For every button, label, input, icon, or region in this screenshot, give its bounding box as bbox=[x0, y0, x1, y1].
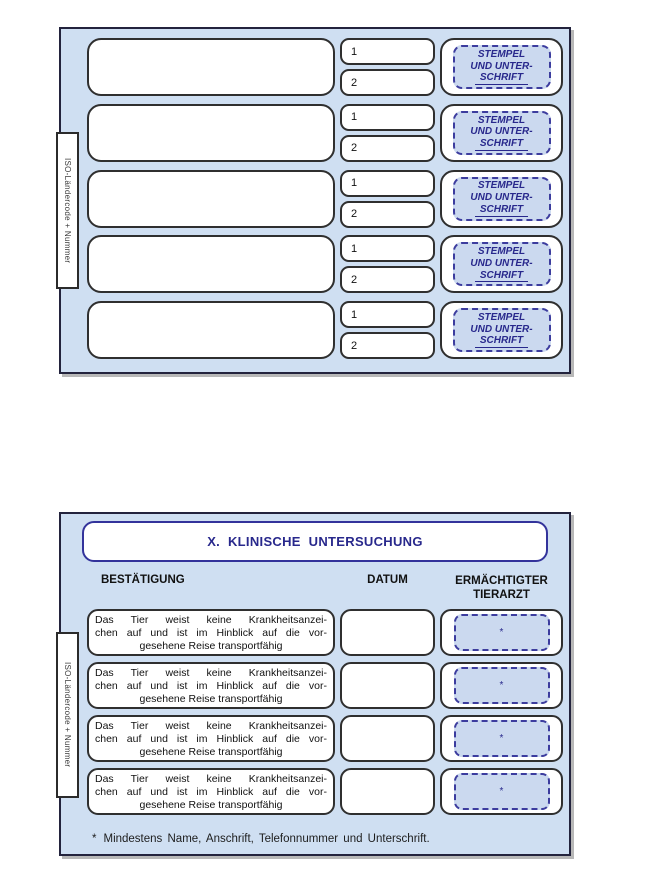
stamp-line: STEMPEL bbox=[477, 48, 526, 60]
entry-field[interactable] bbox=[87, 301, 335, 359]
asterisk-mark: * bbox=[499, 786, 504, 797]
footnote-asterisk: * bbox=[92, 833, 97, 845]
clinical-row bbox=[87, 662, 563, 709]
iso-country-code-label: ISO-Ländercode + Nummer bbox=[63, 662, 72, 768]
number-fields bbox=[340, 301, 435, 359]
number-fields bbox=[340, 235, 435, 293]
stamp-line: SCHRIFT bbox=[475, 204, 528, 217]
statement-line: Das Tier weist keine Krankheitsanzei- bbox=[95, 667, 327, 679]
stamp-box bbox=[440, 38, 563, 96]
stamp-row bbox=[87, 235, 563, 293]
field-1-label: 1 bbox=[351, 242, 358, 255]
field-2-label: 2 bbox=[351, 76, 358, 89]
stamp-row bbox=[87, 104, 563, 162]
statement-line: gesehene Reise transportfähig bbox=[139, 799, 283, 812]
date-field[interactable] bbox=[340, 662, 435, 709]
statement-line: gesehene Reise transportfähig bbox=[139, 693, 283, 706]
statement-text bbox=[87, 662, 335, 709]
field-1[interactable] bbox=[340, 235, 435, 262]
asterisk-mark: * bbox=[499, 680, 504, 691]
stamp-box bbox=[440, 104, 563, 162]
field-1-label: 1 bbox=[351, 111, 358, 124]
field-1[interactable] bbox=[340, 38, 435, 65]
statement-line: Das Tier weist keine Krankheitsanzei- bbox=[95, 773, 327, 785]
column-header-confirmation: BESTÄTIGUNG bbox=[101, 574, 185, 586]
stamp-signature-panel bbox=[59, 27, 571, 374]
stamp-line: SCHRIFT bbox=[475, 270, 528, 283]
iso-country-code-tab bbox=[56, 132, 79, 289]
field-1[interactable] bbox=[340, 104, 435, 131]
number-fields bbox=[340, 170, 435, 228]
vet-box bbox=[440, 768, 563, 815]
iso-country-code-label: ISO-Ländercode + Nummer bbox=[63, 157, 72, 264]
stamp-row bbox=[87, 38, 563, 96]
column-header-vet bbox=[440, 574, 563, 603]
statement-line: chen auf und ist im Hinblick auf die vor- bbox=[95, 680, 327, 693]
iso-country-code-tab bbox=[56, 632, 79, 798]
stamp-line: UND UNTER- bbox=[470, 257, 533, 269]
vet-stamp-area[interactable] bbox=[454, 773, 550, 810]
date-field[interactable] bbox=[340, 609, 435, 656]
stamp-rows bbox=[87, 38, 563, 359]
field-1[interactable] bbox=[340, 301, 435, 328]
field-2[interactable] bbox=[340, 201, 435, 228]
vet-box bbox=[440, 662, 563, 709]
stamp-line: SCHRIFT bbox=[475, 72, 528, 85]
stamp-line: STEMPEL bbox=[477, 180, 526, 192]
statement-line: chen auf und ist im Hinblick auf die vor- bbox=[95, 627, 327, 640]
clinical-row bbox=[87, 609, 563, 656]
entry-field[interactable] bbox=[87, 235, 335, 293]
clinical-row bbox=[87, 715, 563, 762]
field-1-label: 1 bbox=[351, 177, 358, 189]
field-1-label: 1 bbox=[351, 45, 358, 58]
asterisk-mark: * bbox=[499, 627, 504, 638]
stamp-line: UND UNTER- bbox=[470, 60, 533, 72]
stamp-signature-area[interactable] bbox=[453, 177, 551, 221]
field-1[interactable] bbox=[340, 170, 435, 197]
field-2-label: 2 bbox=[351, 208, 358, 220]
stamp-line: SCHRIFT bbox=[475, 335, 528, 348]
section-title-box bbox=[82, 521, 548, 562]
stamp-box bbox=[440, 170, 563, 228]
stamp-box bbox=[440, 301, 563, 359]
vet-stamp-area[interactable] bbox=[454, 614, 550, 651]
stamp-line: STEMPEL bbox=[477, 311, 526, 323]
stamp-row bbox=[87, 301, 563, 359]
statement-text bbox=[87, 715, 335, 762]
stamp-line: UND UNTER- bbox=[470, 192, 533, 204]
field-2-label: 2 bbox=[351, 273, 358, 286]
footnote bbox=[92, 833, 430, 845]
entry-field[interactable] bbox=[87, 170, 335, 228]
field-2[interactable] bbox=[340, 332, 435, 359]
statement-line: gesehene Reise transportfähig bbox=[139, 746, 283, 759]
number-fields bbox=[340, 38, 435, 96]
statement-text bbox=[87, 768, 335, 815]
footnote-text: Mindestens Name, Anschrift, Telefonnummer und Unterschrift. bbox=[103, 833, 430, 845]
field-2-label: 2 bbox=[351, 142, 358, 155]
date-field[interactable] bbox=[340, 715, 435, 762]
entry-field[interactable] bbox=[87, 104, 335, 162]
vet-box bbox=[440, 609, 563, 656]
vet-stamp-area[interactable] bbox=[454, 667, 550, 704]
statement-line: Das Tier weist keine Krankheitsanzei- bbox=[95, 720, 327, 732]
statement-line: gesehene Reise transportfähig bbox=[139, 640, 283, 653]
stamp-signature-area[interactable] bbox=[453, 111, 551, 155]
vet-stamp-area[interactable] bbox=[454, 720, 550, 757]
date-field[interactable] bbox=[340, 768, 435, 815]
field-2[interactable] bbox=[340, 135, 435, 162]
stamp-signature-area[interactable] bbox=[453, 45, 551, 89]
field-2[interactable] bbox=[340, 69, 435, 96]
column-header-date: DATUM bbox=[367, 574, 408, 586]
statement-line: Das Tier weist keine Krankheitsanzei- bbox=[95, 614, 327, 626]
stamp-row bbox=[87, 170, 563, 228]
column-header-vet-line1: ERMÄCHTIGTER bbox=[455, 575, 548, 587]
clinical-examination-panel bbox=[59, 512, 571, 856]
statement-text bbox=[87, 609, 335, 656]
vet-box bbox=[440, 715, 563, 762]
clinical-rows bbox=[87, 609, 563, 815]
column-headers bbox=[87, 574, 563, 603]
stamp-line: STEMPEL bbox=[477, 114, 526, 126]
statement-line: chen auf und ist im Hinblick auf die vor- bbox=[95, 733, 327, 746]
field-2-label: 2 bbox=[351, 339, 358, 352]
stamp-line: UND UNTER- bbox=[470, 323, 533, 335]
stamp-signature-area[interactable] bbox=[453, 242, 551, 286]
stamp-line: STEMPEL bbox=[477, 246, 526, 258]
column-header-vet-line2: TIERARZT bbox=[473, 589, 530, 602]
clinical-row bbox=[87, 768, 563, 815]
stamp-line: UND UNTER- bbox=[470, 126, 533, 138]
entry-field[interactable] bbox=[87, 38, 335, 96]
number-fields bbox=[340, 104, 435, 162]
field-2[interactable] bbox=[340, 266, 435, 293]
section-title: X. KLINISCHE UNTERSUCHUNG bbox=[207, 534, 423, 549]
statement-line: chen auf und ist im Hinblick auf die vor- bbox=[95, 786, 327, 799]
stamp-line: SCHRIFT bbox=[475, 138, 528, 151]
stamp-signature-area[interactable] bbox=[453, 308, 551, 352]
field-1-label: 1 bbox=[351, 308, 358, 321]
stamp-box bbox=[440, 235, 563, 293]
asterisk-mark: * bbox=[499, 733, 504, 744]
